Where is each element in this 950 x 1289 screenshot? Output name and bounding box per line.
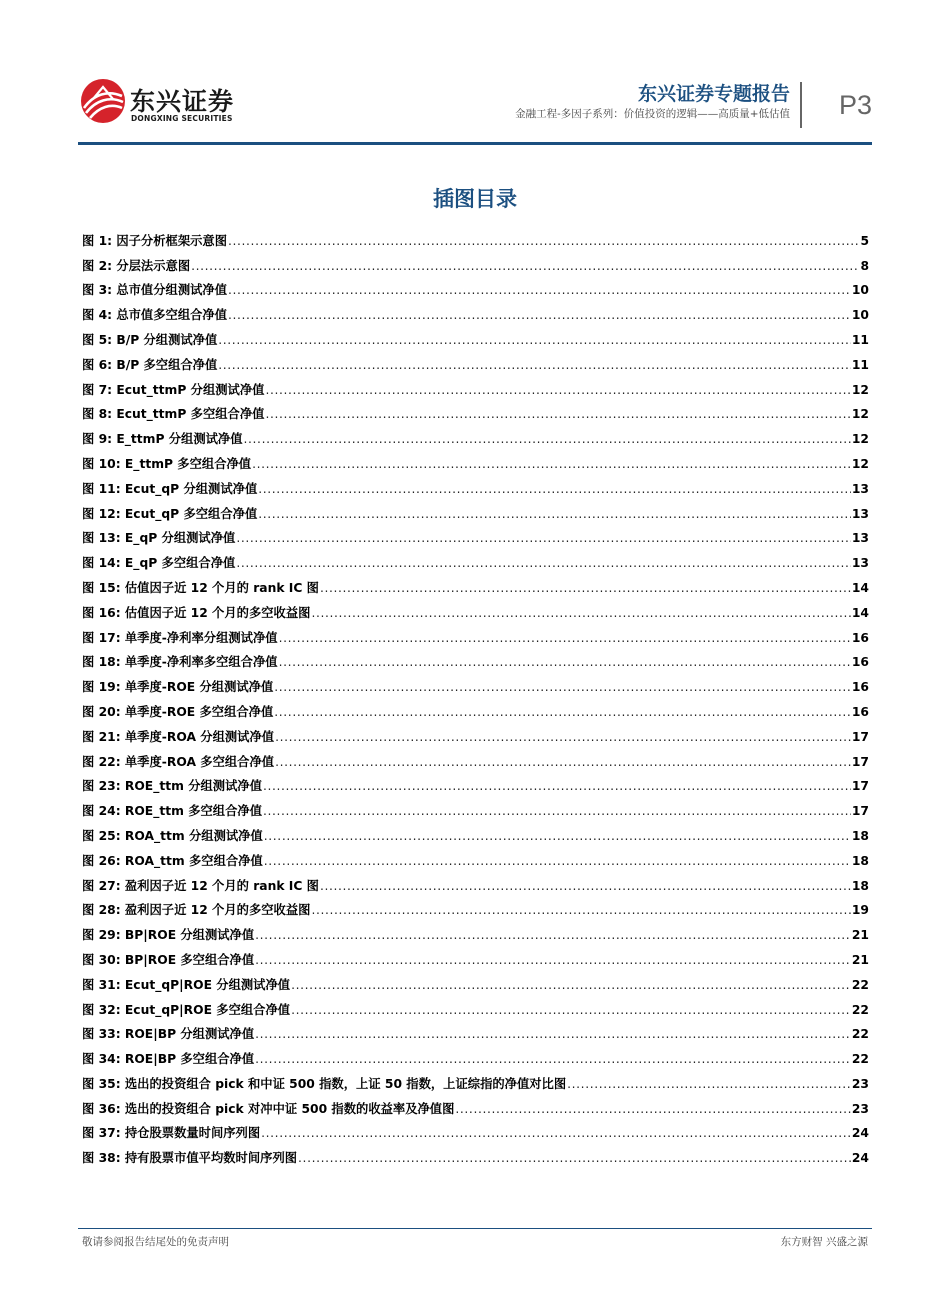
toc-entry-page: 17 <box>851 779 869 794</box>
toc-entry-label: 图 10: E_ttmP 多空组合净值 <box>82 456 252 471</box>
toc-leader-dots <box>279 631 851 645</box>
toc-entry[interactable] <box>82 818 869 843</box>
brand-logo <box>78 78 238 130</box>
toc-entry-page: 24 <box>851 1151 869 1166</box>
toc-leader-dots <box>265 407 850 421</box>
toc-entry-page: 12 <box>851 456 869 471</box>
header-rule <box>78 142 872 145</box>
toc-entry[interactable] <box>82 1017 869 1042</box>
toc-leader-dots <box>244 432 851 446</box>
toc-entry-label: 图 17: 单季度-净利率分组测试净值 <box>82 630 278 645</box>
toc-entry[interactable] <box>82 496 869 521</box>
toc-entry-page: 13 <box>851 556 869 571</box>
toc-entry-label: 图 7: Ecut_ttmP 分组测试净值 <box>82 382 265 397</box>
toc-entry-label: 图 2: 分层法示意图 <box>82 258 191 273</box>
toc-leader-dots <box>258 507 851 521</box>
toc-leader-dots <box>265 383 850 397</box>
toc-entry-label: 图 13: E_qP 分组测试净值 <box>82 531 236 546</box>
toc-entry-label: 图 19: 单季度-ROE 分组测试净值 <box>82 680 274 695</box>
header-divider <box>800 82 802 128</box>
toc-entry[interactable] <box>82 645 869 670</box>
toc-entry[interactable] <box>82 471 869 496</box>
toc-entry-label: 图 20: 单季度-ROE 多空组合净值 <box>82 704 274 719</box>
toc-leader-dots <box>320 581 851 595</box>
toc-entry[interactable] <box>82 347 869 372</box>
toc-entry-label: 图 1: 因子分析框架示意图 <box>82 233 228 248</box>
toc-entry-label: 图 5: B/P 分组测试净值 <box>82 332 218 347</box>
toc-entry[interactable] <box>82 297 869 322</box>
toc-entry-page: 23 <box>851 1076 869 1091</box>
toc-entry-page: 22 <box>851 1027 869 1042</box>
toc-entry-label: 图 36: 选出的投资组合 pick 对冲中证 500 指数的收益率及净值图 <box>82 1101 455 1116</box>
toc-entry-label: 图 6: B/P 多空组合净值 <box>82 357 218 372</box>
toc-entry[interactable] <box>82 719 869 744</box>
toc-entry-label: 图 26: ROA_ttm 多空组合净值 <box>82 853 263 868</box>
toc-entry-label: 图 3: 总市值分组测试净值 <box>82 283 228 298</box>
toc-entry-label: 图 8: Ecut_ttmP 多空组合净值 <box>82 407 265 422</box>
toc-entry-label: 图 4: 总市值多空组合净值 <box>82 308 228 323</box>
toc-leader-dots <box>264 854 851 868</box>
toc-entry[interactable] <box>82 223 869 248</box>
toc-entry-page: 13 <box>851 481 869 496</box>
toc-entry-label: 图 24: ROE_ttm 多空组合净值 <box>82 804 262 819</box>
page-header <box>78 70 872 146</box>
toc-leader-dots <box>291 1003 851 1017</box>
toc-entry-page: 22 <box>851 1052 869 1067</box>
toc-leader-dots <box>263 779 851 793</box>
toc-entry[interactable] <box>82 893 869 918</box>
toc-entry-page: 22 <box>851 1002 869 1017</box>
report-subtitle: 金融工程-多因子系列：价值投资的逻辑——高质量+低估值 <box>515 108 790 120</box>
brand-name-cn: 东兴证券 <box>130 87 235 116</box>
toc-leader-dots <box>255 1027 851 1041</box>
toc-entry-label: 图 34: ROE|BP 多空组合净值 <box>82 1052 255 1067</box>
toc-entry-page: 10 <box>851 283 869 298</box>
toc-entry-label: 图 9: E_ttmP 分组测试净值 <box>82 432 243 447</box>
toc-leader-dots <box>255 928 851 942</box>
toc-entry-label: 图 30: BP|ROE 多空组合净值 <box>82 952 255 967</box>
toc-leader-dots <box>261 1126 851 1140</box>
toc-entry-page: 23 <box>851 1101 869 1116</box>
toc-leader-dots <box>255 1052 851 1066</box>
toc-entry-page: 14 <box>851 580 869 595</box>
toc-leader-dots <box>311 903 850 917</box>
toc-leader-dots <box>228 234 859 248</box>
toc-entry[interactable] <box>82 769 869 794</box>
toc-entry[interactable] <box>82 967 869 992</box>
toc-leader-dots <box>236 556 851 570</box>
footer-slogan: 东方财智 兴盛之源 <box>780 1236 868 1248</box>
toc-leader-dots <box>252 457 851 471</box>
toc-entry-page: 8 <box>860 258 869 273</box>
toc-entry[interactable] <box>82 868 869 893</box>
toc-entry-page: 17 <box>851 804 869 819</box>
toc-entry-label: 图 18: 单季度-净利率多空组合净值 <box>82 655 278 670</box>
toc-entry-page: 17 <box>851 729 869 744</box>
toc-leader-dots <box>311 606 850 620</box>
report-type: 东兴证券专题报告 <box>637 83 790 105</box>
toc-entry-page: 12 <box>851 432 869 447</box>
toc-entry-label: 图 33: ROE|BP 分组测试净值 <box>82 1027 255 1042</box>
toc-entry[interactable] <box>82 1116 869 1141</box>
toc-entry-page: 19 <box>851 903 869 918</box>
toc-leader-dots <box>255 953 851 967</box>
toc-entry-page: 10 <box>851 308 869 323</box>
toc-entry[interactable] <box>82 1041 869 1066</box>
toc-title: 插图目录 <box>433 187 517 211</box>
toc-entry-label: 图 25: ROA_ttm 分组测试净值 <box>82 828 263 843</box>
toc-entry-page: 21 <box>851 928 869 943</box>
toc-entry-label: 图 14: E_qP 多空组合净值 <box>82 556 236 571</box>
toc-entry[interactable] <box>82 992 869 1017</box>
toc-entry[interactable] <box>82 917 869 942</box>
toc-entry-page: 12 <box>851 382 869 397</box>
toc-entry-page: 13 <box>851 506 869 521</box>
toc-entry[interactable] <box>82 421 869 446</box>
toc-entry-page: 16 <box>851 680 869 695</box>
toc-entry-page: 5 <box>860 233 869 248</box>
toc-entry-label: 图 38: 持有股票市值平均数时间序列图 <box>82 1151 298 1166</box>
toc-entry[interactable] <box>82 793 869 818</box>
toc-entry-label: 图 16: 估值因子近 12 个月的多空收益图 <box>82 605 311 620</box>
toc-leader-dots <box>263 804 851 818</box>
footer-disclaimer: 敬请参阅报告结尾处的免责声明 <box>82 1236 229 1248</box>
toc-entry-label: 图 15: 估值因子近 12 个月的 rank IC 图 <box>82 580 319 595</box>
toc-leader-dots <box>298 1151 851 1165</box>
toc-entry-page: 14 <box>851 605 869 620</box>
toc-leader-dots <box>218 358 851 372</box>
toc-leader-dots <box>275 730 851 744</box>
toc-entry[interactable] <box>82 372 869 397</box>
toc-entry-label: 图 23: ROE_ttm 分组测试净值 <box>82 779 262 794</box>
toc-entry-label: 图 37: 持仓股票数量时间序列图 <box>82 1126 261 1141</box>
toc-leader-dots <box>320 879 851 893</box>
toc-entry-page: 16 <box>851 655 869 670</box>
page-number: P3 <box>838 90 872 120</box>
toc-entry[interactable] <box>82 1066 869 1091</box>
toc-entry-page: 24 <box>851 1126 869 1141</box>
toc-list <box>82 223 869 1165</box>
toc-entry-page: 17 <box>851 754 869 769</box>
toc-leader-dots <box>191 259 859 273</box>
toc-entry[interactable] <box>82 620 869 645</box>
toc-entry[interactable] <box>82 322 869 347</box>
toc-entry-page: 12 <box>851 407 869 422</box>
toc-leader-dots <box>228 308 851 322</box>
toc-entry-page: 16 <box>851 630 869 645</box>
toc-entry-label: 图 28: 盈利因子近 12 个月的多空收益图 <box>82 903 311 918</box>
toc-leader-dots <box>274 705 851 719</box>
toc-entry-label: 图 35: 选出的投资组合 pick 和中证 500 指数，上证 50 指数，上证综指的净值对比图 <box>82 1076 567 1091</box>
brand-logo-icon <box>80 78 126 124</box>
toc-entry[interactable] <box>82 595 869 620</box>
toc-leader-dots <box>279 655 851 669</box>
toc-entry-page: 16 <box>851 704 869 719</box>
toc-entry-page: 21 <box>851 952 869 967</box>
toc-entry-label: 图 27: 盈利因子近 12 个月的 rank IC 图 <box>82 878 319 893</box>
toc-entry[interactable] <box>82 521 869 546</box>
toc-entry[interactable] <box>82 446 869 471</box>
toc-entry[interactable] <box>82 1140 869 1165</box>
toc-entry[interactable] <box>82 273 869 298</box>
toc-entry-page: 18 <box>851 828 869 843</box>
toc-leader-dots <box>228 283 851 297</box>
toc-entry-page: 18 <box>851 878 869 893</box>
brand-name-en: DONGXING SECURITIES <box>131 114 233 123</box>
toc-entry[interactable] <box>82 1091 869 1116</box>
toc-leader-dots <box>274 680 851 694</box>
toc-entry[interactable] <box>82 694 869 719</box>
toc-entry-label: 图 22: 单季度-ROA 多空组合净值 <box>82 754 275 769</box>
toc-entry-page: 18 <box>851 853 869 868</box>
toc-entry[interactable] <box>82 843 869 868</box>
toc-entry-label: 图 29: BP|ROE 分组测试净值 <box>82 928 255 943</box>
toc-leader-dots <box>218 333 851 347</box>
toc-entry-label: 图 12: Ecut_qP 多空组合净值 <box>82 506 258 521</box>
toc-entry-label: 图 31: Ecut_qP|ROE 分组测试净值 <box>82 977 291 992</box>
toc-entry[interactable] <box>82 545 869 570</box>
toc-entry[interactable] <box>82 669 869 694</box>
toc-leader-dots <box>264 829 851 843</box>
toc-leader-dots <box>275 755 851 769</box>
toc-leader-dots <box>258 482 851 496</box>
toc-entry-label: 图 21: 单季度-ROA 分组测试净值 <box>82 729 275 744</box>
toc-entry[interactable] <box>82 570 869 595</box>
toc-entry-page: 13 <box>851 531 869 546</box>
toc-leader-dots <box>291 978 851 992</box>
toc-entry[interactable] <box>82 248 869 273</box>
toc-entry[interactable] <box>82 942 869 967</box>
toc-leader-dots <box>455 1102 850 1116</box>
toc-entry[interactable] <box>82 744 869 769</box>
toc-entry[interactable] <box>82 397 869 422</box>
toc-entry-page: 22 <box>851 977 869 992</box>
toc-entry-label: 图 11: Ecut_qP 分组测试净值 <box>82 481 258 496</box>
toc-entry-page: 11 <box>851 332 869 347</box>
toc-leader-dots <box>236 531 851 545</box>
toc-leader-dots <box>567 1077 851 1091</box>
toc-entry-label: 图 32: Ecut_qP|ROE 多空组合净值 <box>82 1002 291 1017</box>
toc-entry-page: 11 <box>851 357 869 372</box>
footer-rule <box>78 1228 872 1229</box>
